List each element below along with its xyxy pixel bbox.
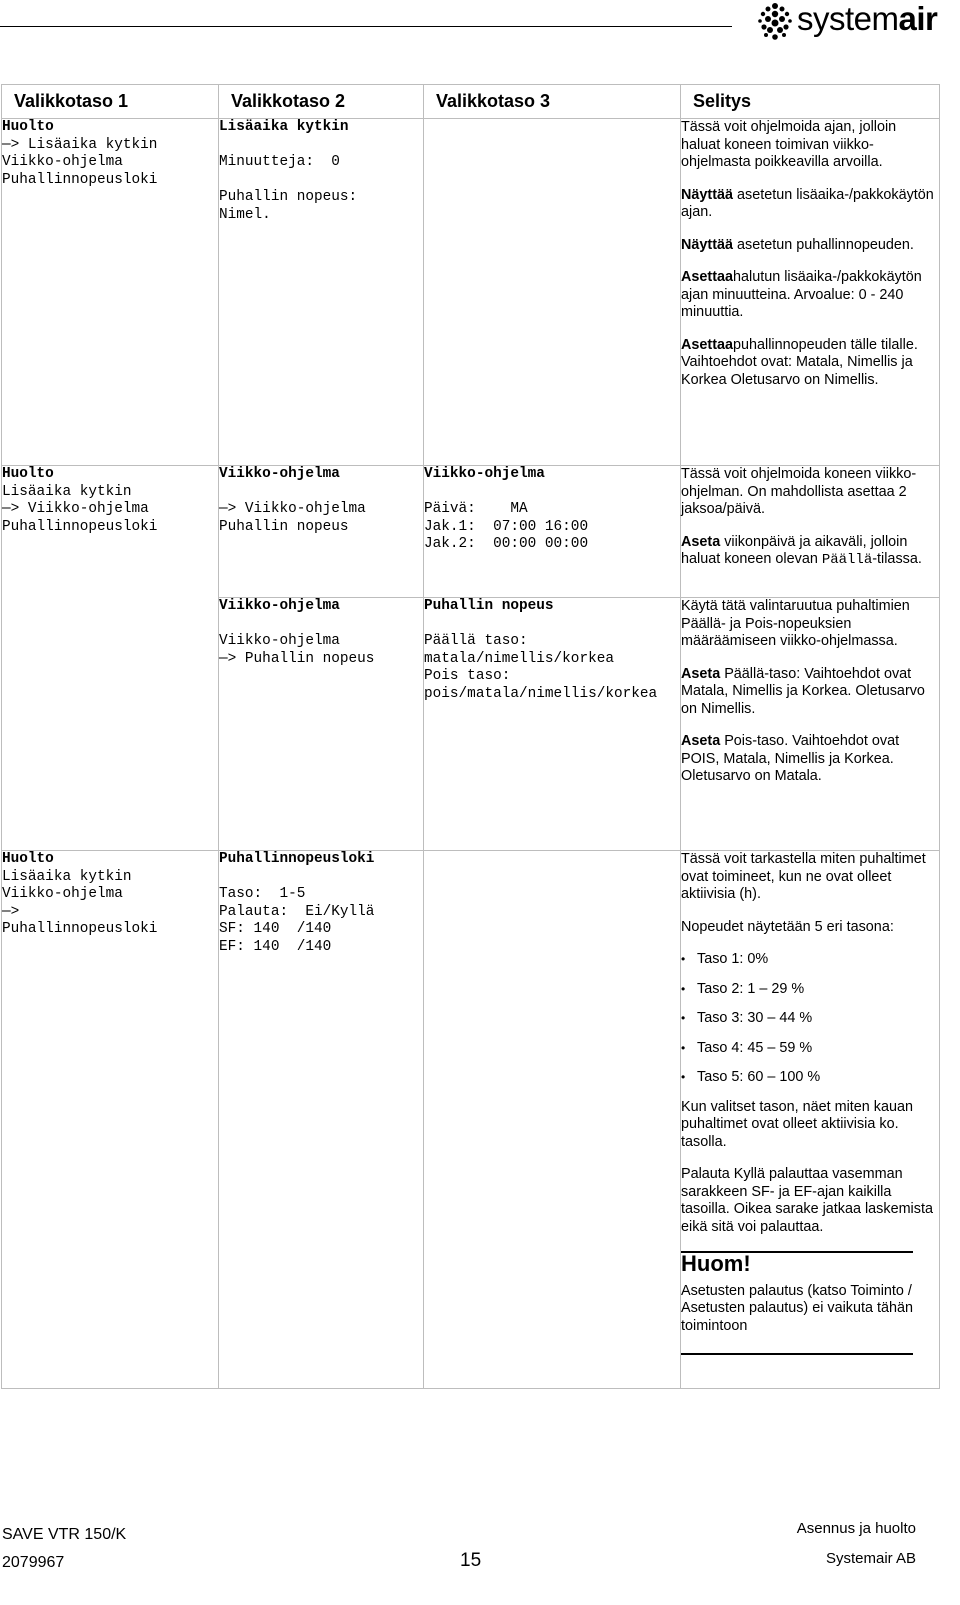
level2-cell: Viikko-ohjelma —> Viikko-ohjelma Puhallin nopeus [219,466,424,598]
list-item: • Taso 2: 1 – 29 % [681,981,939,999]
footer-section: Asennus ja huolto [796,1520,916,1537]
note-title: Huom! [681,1251,913,1273]
footer-company: Systemair AB [825,1550,916,1567]
level3-cell: Viikko-ohjelma Päivä: MA Jak.1: 07:00 16:00 Jak.2: 00:00 00:00 [424,466,681,598]
description-cell: Käytä tätä valintaruutua puhaltimien Päällä- ja Pois-nopeuksien määräämiseen viikko-ohjelmassa. Aseta Päällä-taso: Vaihtoehdot ovat Matala, Nimellis ja Korkea. Oletusarvo on Nimellis. Aseta Pois-taso. Vaihtoehdot ovat POIS, Matala, Nimellis ja Korkea. Oletusarvo on Matala. [681,598,940,851]
level2-cell: Viikko-ohjelma Viikko-ohjelma —> Puhallin nopeus [219,598,424,851]
list-item: • Taso 1: 0% [681,951,939,969]
table-row [2,851,940,1389]
menu-table [1,84,940,1389]
table-row [2,466,940,598]
note-rule [681,1335,913,1355]
column-header: Selitys [681,85,940,119]
column-header: Valikkotaso 1 [2,85,219,119]
level3-cell [424,119,681,466]
footer-model: SAVE VTR 150/K [2,1526,127,1543]
column-header: Valikkotaso 2 [219,85,424,119]
level-list [681,951,939,1087]
level1-cell: Huolto —> Lisäaika kytkin Viikko-ohjelma Puhallinnopeusloki [2,119,219,466]
logo-dots-icon [757,2,793,42]
list-item: • Taso 5: 60 – 100 % [681,1069,939,1087]
list-item: • Taso 3: 30 – 44 % [681,1010,939,1028]
level2-cell: Puhallinnopeusloki Taso: 1-5 Palauta: Ei/Kyllä SF: 140 /140 EF: 140 /140 [219,851,424,1389]
level3-cell [424,851,681,1389]
level1-cell: Huolto Lisäaika kytkin —> Viikko-ohjelma Puhallinnopeusloki [2,466,219,851]
header-rule [0,26,732,27]
table-header-row [2,85,940,119]
description-cell: Tässä voit tarkastella miten puhaltimet ovat toimineet, kun ne ovat olleet aktiivisia (h). Nopeudet näytetään 5 eri tasona: • Taso 1: 0% • Taso 2: 1 – 29 % • Taso 3: 30 – 44 % • Taso 4: 45 – 59 % • Taso 5: 60 – 100 % Kun valitset tason, näet miten kauan puhaltimet ovat olleet aktiivisia ko. tasolla. Palauta Kyllä palauttaa vasemman sarakkeen SF- ja EF-ajan kaikilla tasoilla. Oikea sarake jatkaa laskemista eikä sitä voi palauttaa. Huom! Asetusten palautus (katso Toiminto / Asetusten palautus) ei vaikuta tähän toimintoon [681,851,940,1389]
level1-cell: Huolto Lisäaika kytkin Viikko-ohjelma —> Puhallinnopeusloki [2,851,219,1389]
level3-cell: Puhallin nopeus Päällä taso: matala/nimellis/korkea Pois taso: pois/matala/nimellis/korkea [424,598,681,851]
note-text: Asetusten palautus (katso Toiminto / Asetusten palautus) ei vaikuta tähän toimintoon [681,1282,913,1334]
level2-cell: Lisäaika kytkin Minuutteja: 0 Puhallin nopeus: Nimel. [219,119,424,466]
description-cell: Tässä voit ohjelmoida koneen viikko-ohjelman. On mahdollista asettaa 2 jaksoa/päivä. Aseta viikonpäivä ja aikaväli, jolloin haluat koneen olevan Päällä-tilassa. [681,466,940,598]
footer-doc-number: 2079967 [2,1554,65,1571]
logo-wordmark: systemair [797,0,938,37]
systemair-logo [757,0,957,44]
table-row [2,119,940,466]
page-number: 15 [460,1550,482,1571]
column-header: Valikkotaso 3 [424,85,681,119]
description-cell: Tässä voit ohjelmoida ajan, jolloin haluat koneen toimivan viikko-ohjelmasta poikkeavilla arvoilla. Näyttää asetetun lisäaika-/pakkokäytön ajan. Näyttää asetetun puhallinnopeuden. Asettaahalutun lisäaika-/pakkokäytön ajan minuutteina. Arvoalue: 0 - 240 minuuttia. Asettaapuhallinnopeuden tälle tilalle. Vaihtoehdot ovat: Matala, Nimellis ja Korkea Oletusarvo on Nimellis. [681,119,940,466]
list-item: • Taso 4: 45 – 59 % [681,1040,939,1058]
